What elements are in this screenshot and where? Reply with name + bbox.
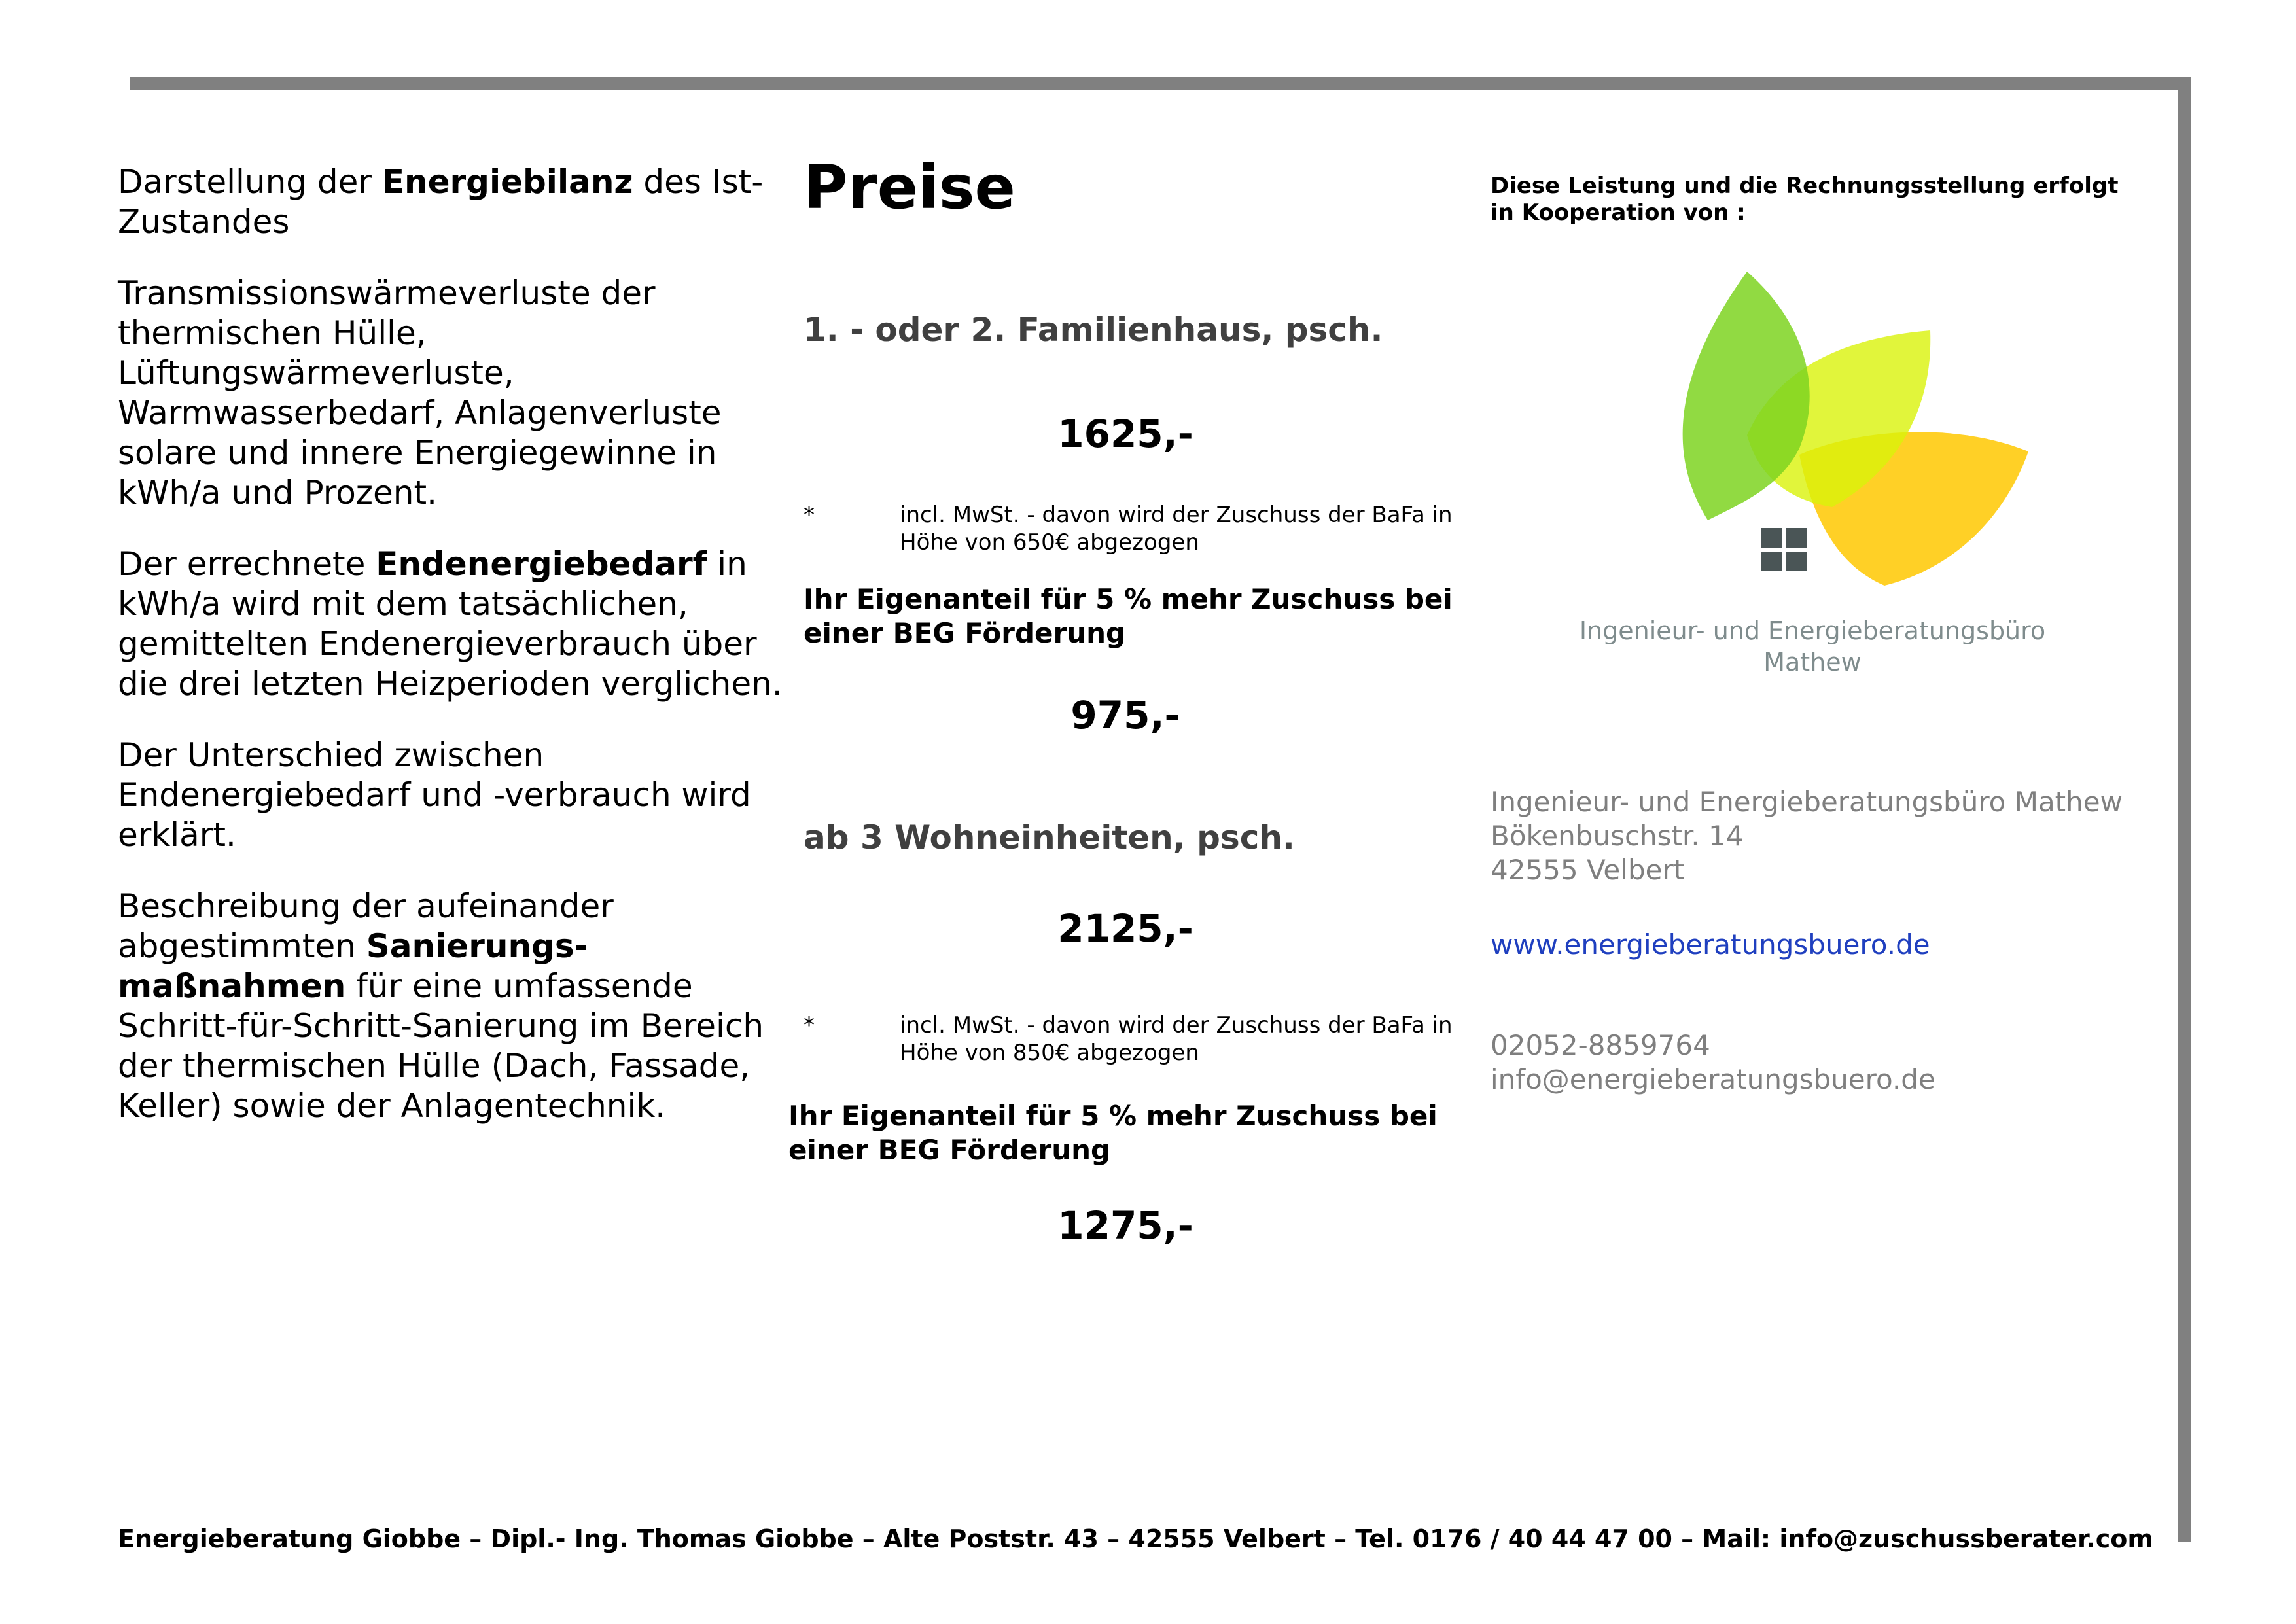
partner-city: 42555 Velbert: [1491, 854, 1685, 886]
services-description: [118, 162, 792, 1157]
paragraph-renovation: Beschreibung der aufeinander abgestimmten Sanierungs-maßnahmen für eine umfassende Schritt-für-Schritt-Sanierung im Bereich der thermischen Hülle (Dach, Fassade, Keller) sowie der Anlagentechnik.: [118, 887, 764, 1125]
partner-email[interactable]: info@energieberatungsbuero.de: [1491, 1063, 1935, 1095]
paragraph-energy-balance: Darstellung der Energiebilanz des Ist-Zustandes: [118, 163, 764, 241]
section1-price: 1625,-: [1057, 412, 1193, 456]
paragraph-heat-losses: Transmissionswärmeverluste der thermischen Hülle, Lüftungswärmeverluste, Warmwasserbedarf, Anlagenverluste solare und innere Energiegewinne in kWh/a und Prozent.: [118, 274, 722, 512]
section2-own-share: Ihr Eigenanteil für 5 % mehr Zuschuss bei einer BEG Förderung: [788, 1100, 1438, 1166]
partner-name: Ingenieur- und Energieberatungsbüro Mathew: [1491, 786, 2123, 818]
paragraph-difference: Der Unterschied zwischen Endenergiebedarf und -verbrauch wird erklärt.: [118, 736, 751, 854]
logo-text-line2: Mathew: [1763, 648, 1862, 677]
section1-own-share: Ihr Eigenanteil für 5 % mehr Zuschuss bei einer BEG Förderung: [804, 583, 1453, 649]
section2-heading: ab 3 Wohneinheiten, psch.: [804, 819, 1295, 856]
paragraph-final-energy: Der errechnete Endenergiebedarf in kWh/a wird mit dem tatsächlichen, gemittelten Endenergieverbrauch über die drei letzten Heizperioden verglichen.: [118, 545, 783, 703]
section1-note-marker: *: [804, 502, 815, 528]
prices-title: Preise: [804, 152, 1016, 222]
partner-street: Bökenbuschstr. 14: [1491, 820, 1744, 852]
section1-note: incl. MwSt. - davon wird der Zuschuss der BaFa in Höhe von 650€ abgezogen: [900, 502, 1453, 556]
partner-website-link[interactable]: www.energieberatungsbuero.de: [1491, 928, 1930, 961]
top-border-rule: [130, 77, 2191, 90]
footer-contact-line: Energieberatung Giobbe – Dipl.- Ing. Thomas Giobbe – Alte Poststr. 43 – 42555 Velbert – Tel. 0176 / 40 44 47 00 – Mail: info@zuschussberater.com: [118, 1525, 2153, 1553]
logo-text-line1: Ingenieur- und Energieberatungsbüro: [1579, 616, 2046, 645]
section2-price: 2125,-: [1057, 906, 1193, 951]
house-window-icon: [1761, 528, 1807, 571]
partner-phone: 02052-8859764: [1491, 1029, 1710, 1061]
section1-own-price: 975,-: [1070, 693, 1180, 737]
partner-address: [1491, 785, 2158, 887]
leaf-logo-icon: [1683, 272, 2028, 586]
partner-contact: [1491, 1029, 1935, 1097]
right-border-rule: [2178, 77, 2191, 1542]
section1-heading: 1. - oder 2. Familienhaus, psch.: [804, 311, 1383, 349]
section2-own-price: 1275,-: [1057, 1203, 1193, 1248]
section2-note: incl. MwSt. - davon wird der Zuschuss der BaFa in Höhe von 850€ abgezogen: [900, 1012, 1453, 1066]
cooperation-intro: Diese Leistung und die Rechnungsstellung erfolgt in Kooperation von :: [1491, 173, 2119, 226]
partner-logo: [1551, 258, 2074, 743]
section2-note-marker: *: [804, 1012, 815, 1038]
